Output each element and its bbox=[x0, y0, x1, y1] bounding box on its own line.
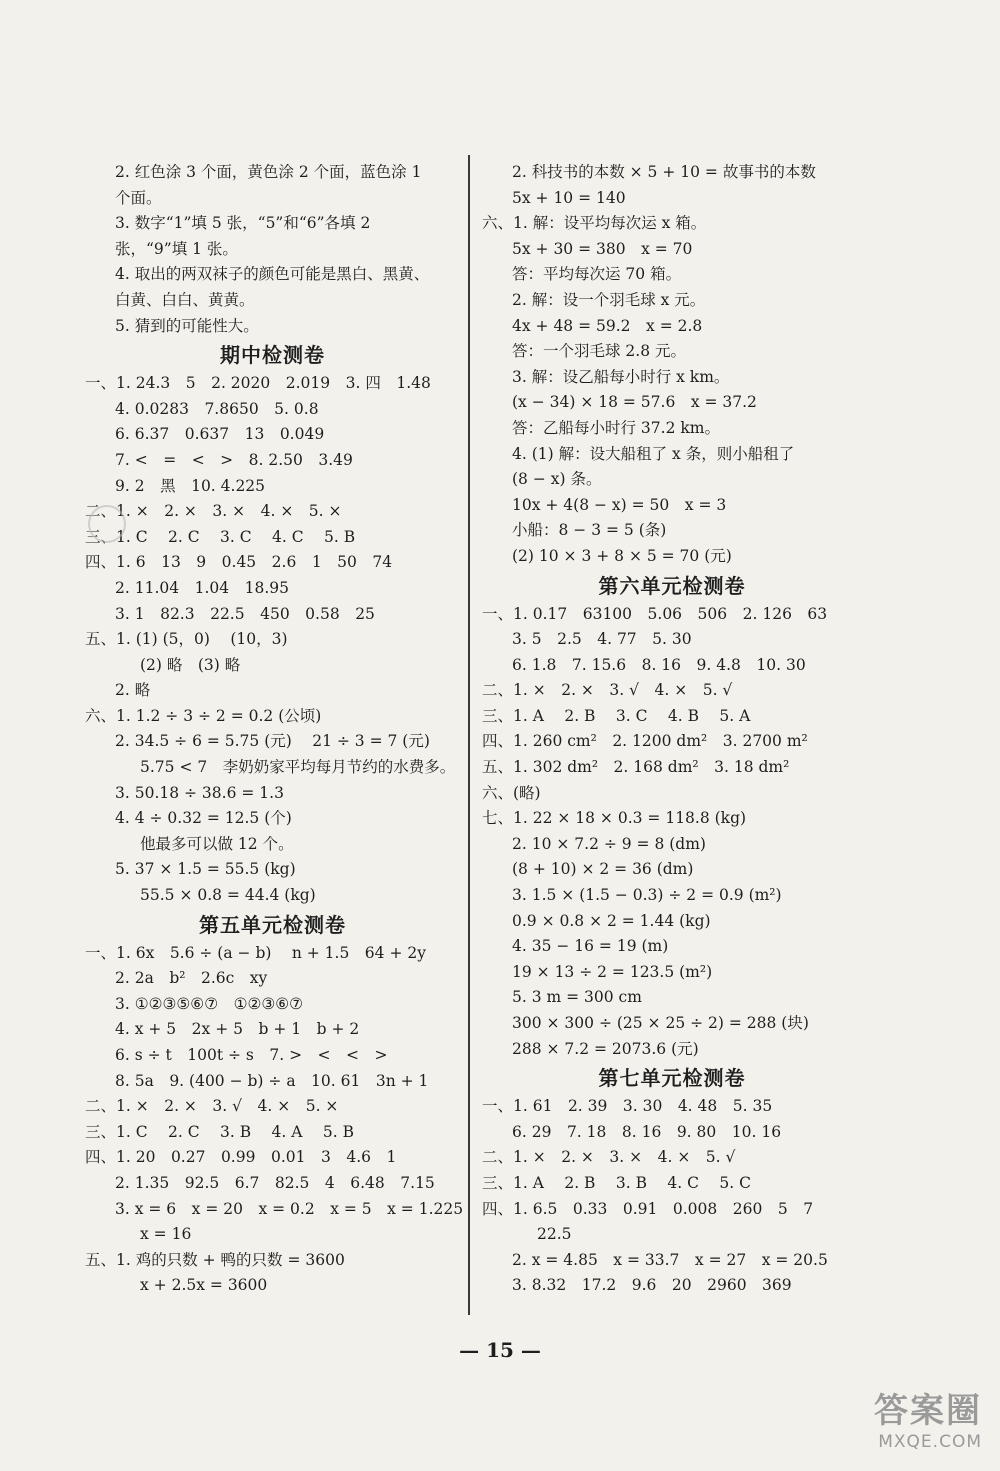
watermark-title: 答案圈 bbox=[874, 1391, 982, 1431]
answer-line: 6. s ÷ t 100t ÷ s 7. > < < > bbox=[115, 1046, 388, 1064]
answer-line: 小船：8 − 3 = 5 (条) bbox=[512, 521, 667, 540]
answer-line: 2. 11.04 1.04 18.95 bbox=[115, 578, 289, 597]
answer-line: 一、1. 61 2. 39 3. 30 4. 48 5. 35 bbox=[482, 1097, 773, 1116]
left-column bbox=[85, 160, 464, 1299]
answer-line: 五、1. 鸡的只数 + 鸭的只数 = 3600 bbox=[85, 1250, 345, 1269]
answer-line: 55.5 × 0.8 = 44.4 (kg) bbox=[140, 886, 316, 905]
answer-line: 10x + 4(8 − x) = 50 x = 3 bbox=[512, 495, 727, 514]
answer-line: (2) 略 (3) 略 bbox=[140, 655, 241, 674]
answer-line: 2. 10 × 7.2 ÷ 9 = 8 (dm) bbox=[512, 834, 706, 853]
answer-line: 3. 数字“1”填 5 张，“5”和“6”各填 2 bbox=[115, 214, 371, 233]
answer-line: 一、1. 24.3 5 2. 2020 2.019 3. 四 1.48 bbox=[85, 374, 431, 393]
watermark-url: MXQE.COM bbox=[878, 1432, 982, 1452]
answer-line: 三、1. A 2. B 3. C 4. B 5. A bbox=[482, 706, 751, 725]
answer-line: (2) 10 × 3 + 8 × 5 = 70 (元) bbox=[512, 546, 732, 565]
answer-line: 2. 红色涂 3 个面，黄色涂 2 个面，蓝色涂 1 bbox=[115, 163, 422, 181]
answer-line: 二、1. × 2. × 3. √ 4. × 5. √ bbox=[482, 681, 733, 700]
page-number: — 15 — bbox=[459, 1338, 541, 1362]
answer-line: 答：一个羽毛球 2.8 元。 bbox=[512, 342, 687, 361]
section-title: 第七单元检测卷 bbox=[598, 1066, 746, 1091]
answer-line: 四、1. 260 cm² 2. 1200 dm² 3. 2700 m² bbox=[482, 732, 808, 751]
answer-line: 2. 34.5 ÷ 6 = 5.75 (元) 21 ÷ 3 = 7 (元) bbox=[115, 732, 430, 751]
answer-line: 2. 2a b² 2.6c xy bbox=[115, 969, 268, 988]
answer-line: 6. 1.8 7. 15.6 8. 16 9. 4.8 10. 30 bbox=[512, 655, 806, 674]
column-divider bbox=[468, 155, 470, 1315]
answer-line: 2. 科技书的本数 × 5 + 10 = 故事书的本数 bbox=[512, 163, 816, 181]
section-title: 第五单元检测卷 bbox=[199, 912, 346, 937]
answer-line: 8. 5a 9. (400 − b) ÷ a 10. 61 3n + 1 bbox=[115, 1071, 429, 1090]
answer-line: 3. 1.5 × (1.5 − 0.3) ÷ 2 = 0.9 (m²) bbox=[512, 886, 782, 905]
answer-line: (8 − x) 条。 bbox=[512, 470, 602, 489]
answer-line: 4. 4 ÷ 0.32 = 12.5 (个) bbox=[115, 809, 292, 828]
answer-line: 5. 3 m = 300 cm bbox=[512, 988, 642, 1007]
answer-line: 2. 1.35 92.5 6.7 82.5 4 6.48 7.15 bbox=[115, 1173, 435, 1192]
answer-line: (8 + 10) × 2 = 36 (dm) bbox=[512, 860, 694, 879]
answer-line: 4. (1) 解：设大船租了 x 条，则小船租了 bbox=[512, 444, 795, 463]
answer-line: 五、1. 302 dm² 2. 168 dm² 3. 18 dm² bbox=[482, 758, 790, 777]
answer-line: 二、1. × 2. × 3. × 4. × 5. √ bbox=[482, 1148, 736, 1167]
answer-line: 六、1. 1.2 ÷ 3 ÷ 2 = 0.2 (公顷) bbox=[85, 706, 322, 725]
right-column bbox=[482, 160, 862, 1299]
answer-line: 5. 37 × 1.5 = 55.5 (kg) bbox=[115, 860, 296, 879]
answer-line: 7. < = < > 8. 2.50 3.49 bbox=[115, 450, 353, 469]
answer-line: (x − 34) × 18 = 57.6 x = 37.2 bbox=[512, 393, 757, 412]
section-title: 期中检测卷 bbox=[220, 343, 325, 368]
answer-line: 七、1. 22 × 18 × 0.3 = 118.8 (kg) bbox=[482, 809, 747, 828]
answer-line: 张，“9”填 1 张。 bbox=[115, 239, 238, 258]
answer-line: 三、1. C 2. C 3. C 4. C 5. B bbox=[85, 527, 356, 546]
answer-line: 3. ①②③⑤⑥⑦ ①②③⑥⑦ bbox=[115, 994, 304, 1013]
answer-line: 六、(略) bbox=[482, 783, 541, 802]
answer-line: 4. 35 − 16 = 19 (m) bbox=[512, 937, 669, 956]
answer-line: 6. 6.37 0.637 13 0.049 bbox=[115, 425, 325, 444]
answer-line: 5.75 < 7 李奶奶家平均每月节约的水费多。 bbox=[140, 758, 456, 777]
answer-line: 3. 50.18 ÷ 38.6 = 1.3 bbox=[115, 783, 284, 802]
answer-line: 答：乙船每小时行 37.2 km。 bbox=[512, 418, 720, 437]
answer-line: 答：平均每次运 70 箱。 bbox=[512, 265, 682, 284]
answer-line: 3. x = 6 x = 20 x = 0.2 x = 5 x = 1.225 bbox=[115, 1199, 464, 1218]
answer-line: 四、1. 20 0.27 0.99 0.01 3 4.6 1 bbox=[85, 1148, 397, 1167]
answer-line: 五、1. (1) (5，0) (10，3) bbox=[85, 630, 288, 649]
answer-line: 三、1. A 2. B 3. B 4. C 5. C bbox=[482, 1173, 751, 1192]
answer-line: 他最多可以做 12 个。 bbox=[140, 834, 294, 853]
answer-line: 5. 猜到的可能性大。 bbox=[115, 316, 259, 335]
answer-line: 300 × 300 ÷ (25 × 25 ÷ 2) = 288 (块) bbox=[512, 1014, 809, 1032]
answer-line: x = 16 bbox=[140, 1225, 192, 1244]
answer-line: 5x + 30 = 380 x = 70 bbox=[512, 239, 693, 258]
answer-line: 2. 略 bbox=[115, 681, 151, 700]
answer-line: 288 × 7.2 = 2073.6 (元) bbox=[512, 1039, 699, 1058]
answer-line: 4x + 48 = 59.2 x = 2.8 bbox=[512, 316, 703, 335]
answer-line: 3. 5 2.5 4. 77 5. 30 bbox=[512, 630, 692, 649]
answer-line: 六、1. 解：设平均每次运 x 箱。 bbox=[482, 214, 707, 233]
answer-line: 3. 解：设乙船每小时行 x km。 bbox=[512, 367, 730, 386]
answer-line: x + 2.5x = 3600 bbox=[140, 1276, 268, 1295]
answer-line: 一、1. 0.17 63100 5.06 506 2. 126 63 bbox=[482, 604, 828, 623]
answer-line: 9. 2 黑 10. 4.225 bbox=[115, 476, 266, 495]
answer-line: 4. 0.0283 7.8650 5. 0.8 bbox=[115, 399, 319, 418]
answer-line: 个面。 bbox=[115, 188, 162, 207]
section-title: 第六单元检测卷 bbox=[598, 573, 746, 598]
answer-line: 3. 8.32 17.2 9.6 20 2960 369 bbox=[512, 1276, 792, 1295]
answer-line: 4. 取出的两双袜子的颜色可能是黑白、黑黄、 bbox=[115, 265, 430, 284]
answer-line: 0.9 × 0.8 × 2 = 1.44 (kg) bbox=[512, 911, 711, 930]
answer-line: 四、1. 6 13 9 0.45 2.6 1 50 74 bbox=[85, 553, 393, 572]
watermark-logo bbox=[812, 1383, 982, 1453]
answer-line: 四、1. 6.5 0.33 0.91 0.008 260 5 7 bbox=[482, 1199, 814, 1218]
answer-line: 5x + 10 = 140 bbox=[512, 188, 626, 207]
answer-line: 三、1. C 2. C 3. B 4. A 5. B bbox=[85, 1122, 354, 1141]
answer-line: 4. x + 5 2x + 5 b + 1 b + 2 bbox=[115, 1020, 360, 1039]
answer-line: 22.5 bbox=[537, 1225, 572, 1244]
answer-line: 6. 29 7. 18 8. 16 9. 80 10. 16 bbox=[512, 1122, 782, 1141]
answer-line: 19 × 13 ÷ 2 = 123.5 (m²) bbox=[512, 962, 713, 981]
answer-line: 2. 解：设一个羽毛球 x 元。 bbox=[512, 290, 706, 309]
answer-line: 3. 1 82.3 22.5 450 0.58 25 bbox=[115, 604, 375, 623]
answer-line: 一、1. 6x 5.6 ÷ (a − b) n + 1.5 64 + 2y bbox=[85, 943, 426, 962]
stamp-mark bbox=[88, 505, 126, 543]
answer-line: 二、1. × 2. × 3. √ 4. × 5. × bbox=[85, 1097, 339, 1116]
answer-line: 2. x = 4.85 x = 33.7 x = 27 x = 20.5 bbox=[512, 1250, 828, 1269]
answer-line: 二、1. × 2. × 3. × 4. × 5. × bbox=[85, 502, 342, 521]
answer-line: 白黄、白白、黄黄。 bbox=[115, 290, 255, 309]
